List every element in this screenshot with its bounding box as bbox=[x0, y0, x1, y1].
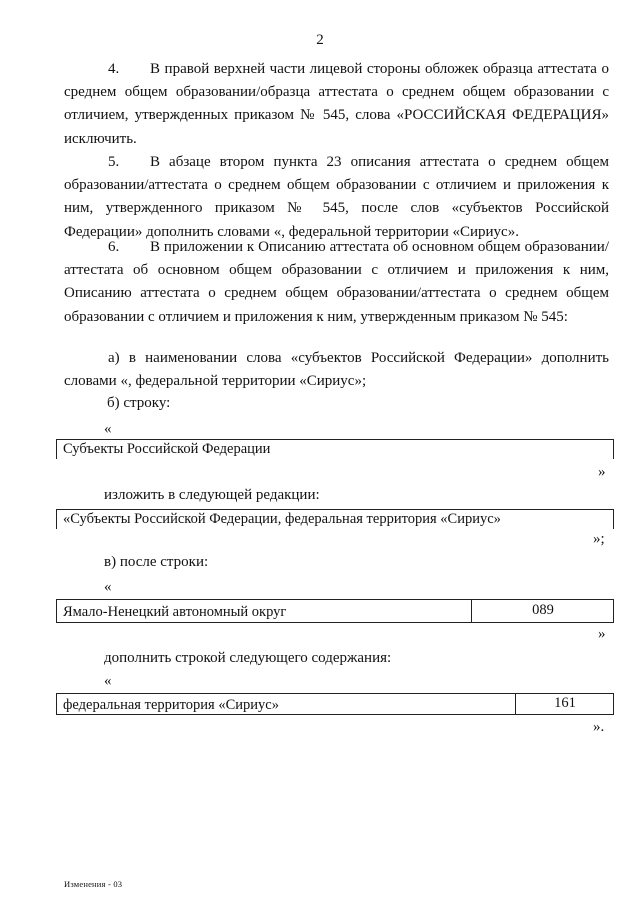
paragraph-6 bbox=[64, 236, 609, 329]
paragraph-number: 5. bbox=[108, 154, 120, 170]
table-row-subjects bbox=[56, 439, 614, 459]
paragraph-4 bbox=[64, 58, 609, 151]
close-quote: » bbox=[598, 626, 606, 642]
paragraph-text: В абзаце втором пункта 23 описания аттестата о среднем общем образовании/аттестата о среднем общем образовании с отличием и приложения к ним, утвержденного приказом № 545, после слов «субъектов Российской Федерации» дополнить словами «, федеральной территории «Сириус». bbox=[64, 154, 609, 240]
page-number: 2 bbox=[316, 32, 324, 48]
paragraph-number: 4. bbox=[108, 61, 120, 77]
paragraph-text: В правой верхней части лицевой стороны обложек образца аттестата о среднем общем образовании/образца аттестата о среднем общем образовании с отличием, утвержденных приказом № 545, слова «РОССИЙСКАЯ ФЕДЕРАЦИЯ» исключить. bbox=[64, 61, 609, 147]
open-quote: « bbox=[104, 421, 112, 437]
table-cell: Ямало-Ненецкий автономный округ bbox=[63, 604, 287, 620]
paragraph-text: а) в наименовании слова «субъектов Российской Федерации» дополнить словами «, федеральной территории «Сириус»; bbox=[64, 350, 609, 390]
paragraph-6b: б) строку: bbox=[107, 395, 171, 411]
paragraph-text: В приложении к Описанию аттестата об основном общем образовании/аттестата об основном общем образовании с отличием и приложения к ним, Описанию аттестата о среднем общем образовании/аттестата о среднем общем образовании с отличием и приложения к ним, утвержденным приказом № 545: bbox=[64, 239, 609, 325]
table-row-subjects-new bbox=[56, 509, 614, 529]
table-row-yamal bbox=[56, 599, 614, 623]
instruction-text: дополнить строкой следующего содержания: bbox=[104, 650, 392, 666]
table-row-sirius bbox=[56, 693, 614, 715]
table-cell: «Субъекты Российской Федерации, федеральная территория «Сириус» bbox=[63, 511, 501, 527]
paragraph-5 bbox=[64, 151, 609, 244]
open-quote: « bbox=[104, 579, 112, 595]
table-cell: федеральная территория «Сириус» bbox=[63, 697, 279, 713]
close-quote: ». bbox=[593, 719, 605, 735]
close-quote: »; bbox=[593, 531, 605, 547]
footer-note: Изменения - 03 bbox=[64, 879, 123, 889]
instruction-text: в) после строки: bbox=[104, 554, 209, 570]
paragraph-number: 6. bbox=[108, 239, 120, 255]
close-quote: » bbox=[598, 464, 606, 480]
table-cell-code: 089 bbox=[532, 602, 554, 618]
instruction-text: изложить в следующей редакции: bbox=[104, 487, 320, 503]
table-cell: Субъекты Российской Федерации bbox=[63, 441, 271, 457]
open-quote: « bbox=[104, 673, 112, 689]
paragraph-6a bbox=[64, 347, 609, 393]
table-cell-code: 161 bbox=[554, 695, 576, 711]
